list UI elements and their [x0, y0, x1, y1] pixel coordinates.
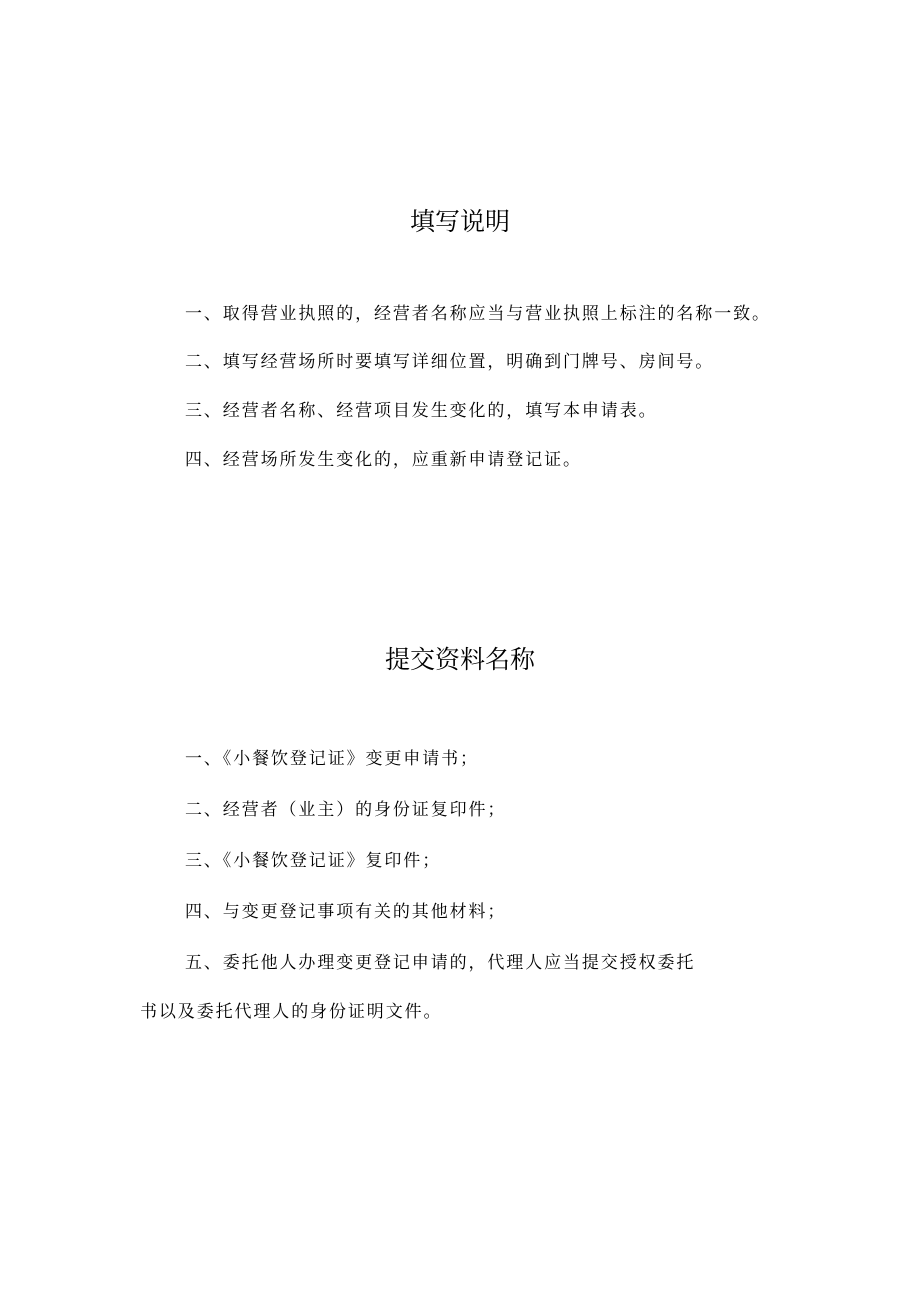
instruction-item-3: 三、经营者名称、经营项目发生变化的，填写本申请表。: [185, 401, 658, 421]
instruction-item-1: 一、取得营业执照的，经营者名称应当与营业执照上标注的名称一致。: [185, 304, 771, 324]
material-item-2: 二、经营者（业主）的身份证复印件；: [185, 800, 507, 820]
material-item-4: 四、与变更登记事项有关的其他材料；: [185, 902, 507, 922]
instruction-item-2: 二、填写经营场所时要填写详细位置，明确到门牌号、房间号。: [185, 352, 715, 372]
material-item-3: 三、《小餐饮登记证》复印件；: [185, 851, 442, 871]
material-item-5-line-2: 书以及委托代理人的身份证明文件。: [140, 1002, 443, 1022]
instructions-title: 填写说明: [409, 207, 510, 236]
materials-title: 提交资料名称: [384, 645, 535, 674]
instruction-item-4: 四、经营场所发生变化的，应重新申请登记证。: [185, 450, 582, 470]
material-item-5-line-1: 五、委托他人办理变更登记申请的，代理人应当提交授权委托: [185, 953, 696, 973]
material-item-1: 一、《小餐饮登记证》变更申请书；: [185, 749, 479, 769]
